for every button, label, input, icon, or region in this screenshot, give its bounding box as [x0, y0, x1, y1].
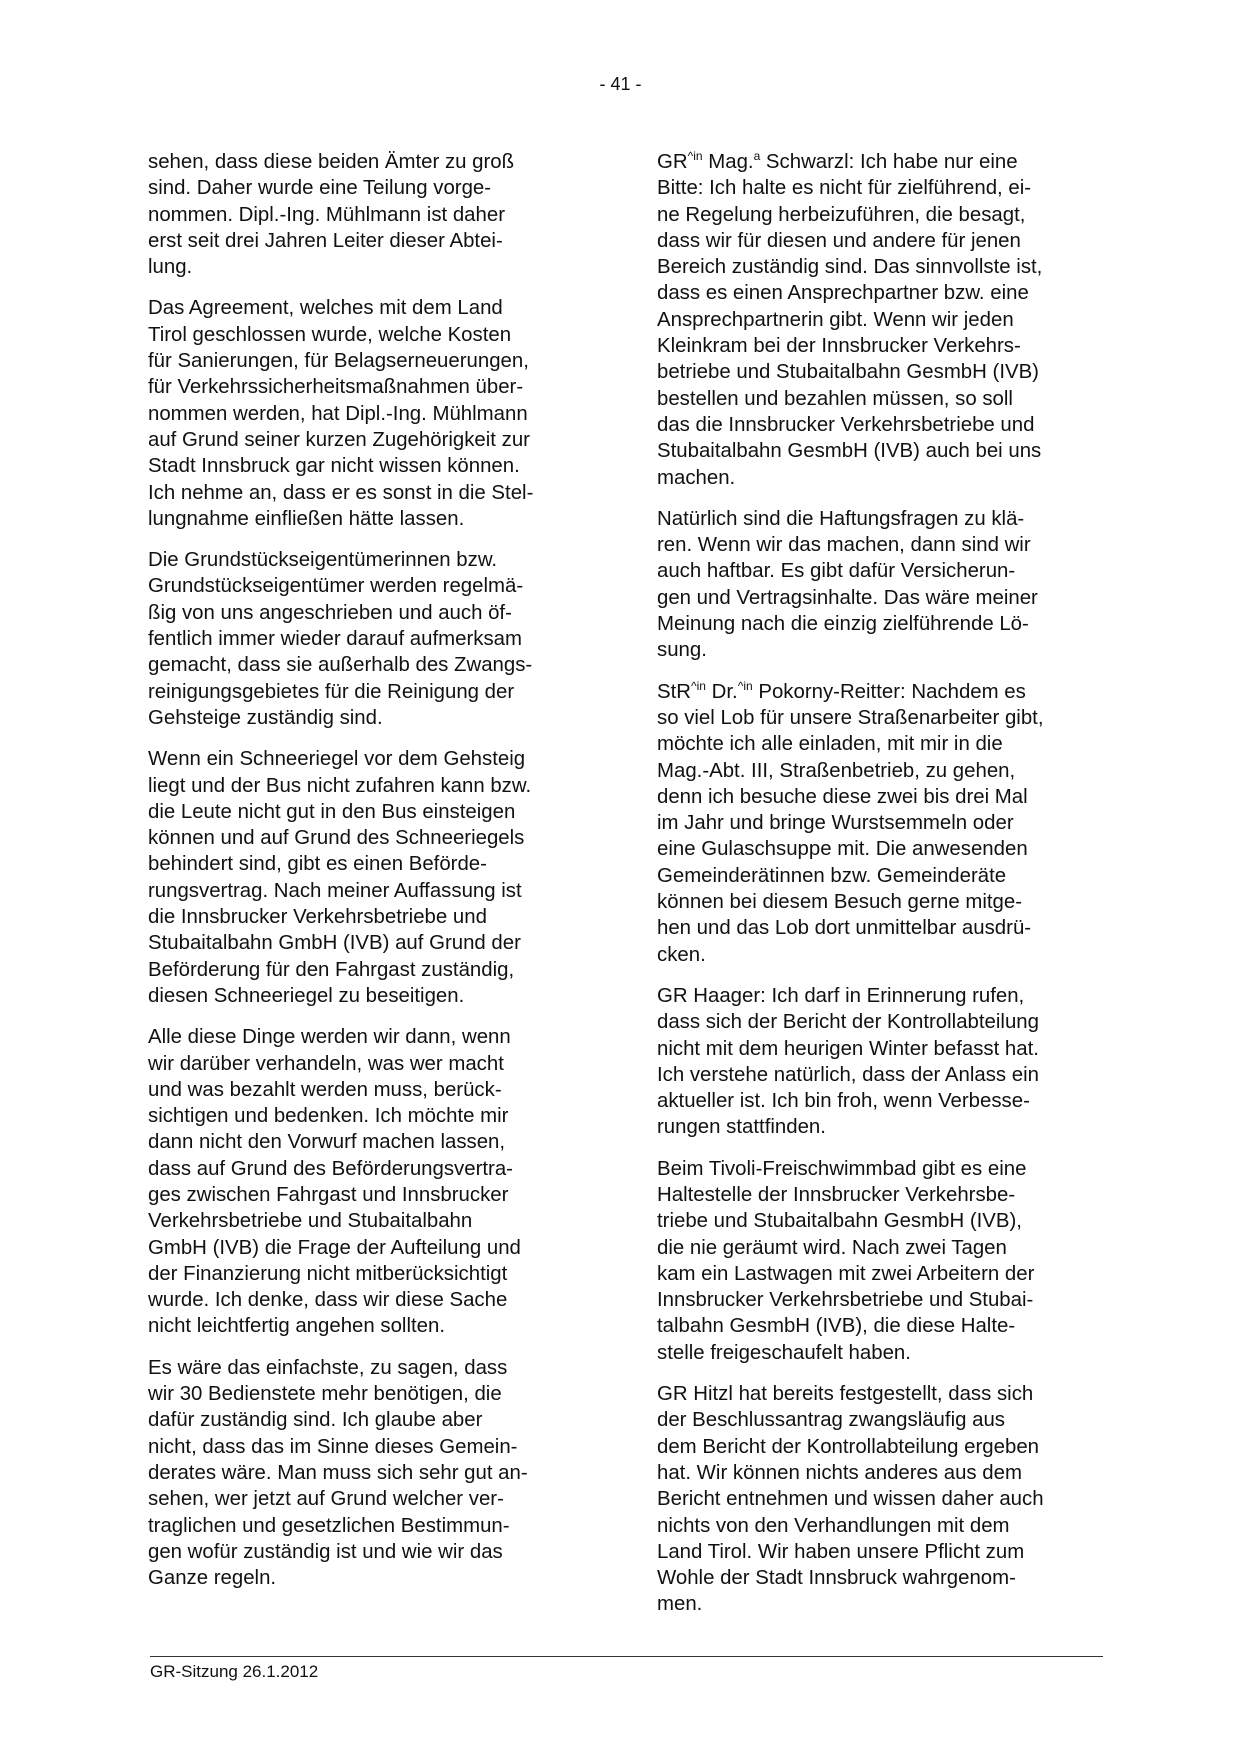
text-line	[657, 1539, 1127, 1565]
text-segment: dass es einen Ansprechpartner bzw. eine	[657, 282, 1029, 305]
text-line	[148, 1539, 618, 1565]
text-segment: Es wäre das einfachste, zu sagen, dass	[148, 1356, 508, 1379]
text-segment: können und auf Grund des Schneeriegels	[148, 827, 525, 850]
text-segment: betriebe und Stubaitalbahn GesmbH (IVB)	[657, 361, 1039, 384]
text-segment: Tirol geschlossen wurde, welche Kosten	[148, 323, 512, 346]
text-segment: nichts von den Verhandlungen mit dem	[657, 1514, 1010, 1537]
text-line	[657, 307, 1127, 333]
text-segment: Natürlich sind die Haftungsfragen zu klä-	[657, 507, 1025, 530]
paragraph	[657, 1156, 1127, 1366]
text-segment: Ich nehme an, dass er es sonst in die Stel-	[148, 481, 534, 504]
text-segment: wir darüber verhandeln, was wer macht	[148, 1052, 504, 1075]
text-line	[148, 825, 618, 851]
text-line	[148, 600, 618, 626]
text-line	[148, 1077, 618, 1103]
text-segment: Bereich zuständig sind. Das sinnvollste ist,	[657, 256, 1043, 279]
text-line	[657, 359, 1127, 385]
text-line	[148, 202, 618, 228]
text-line	[657, 412, 1127, 438]
text-line	[657, 1114, 1127, 1140]
text-segment: kam ein Lastwagen mit zwei Arbeitern der	[657, 1262, 1035, 1285]
text-segment: die Innsbrucker Verkehrsbetriebe und	[148, 906, 487, 929]
text-segment: erst seit drei Jahren Leiter dieser Abtei-	[148, 229, 503, 252]
text-segment: men.	[657, 1593, 703, 1616]
text-segment: wir 30 Bedienstete mehr benötigen, die	[148, 1383, 502, 1406]
text-line	[148, 547, 618, 573]
text-line	[657, 705, 1127, 731]
text-line	[148, 773, 618, 799]
text-segment: Kleinkram bei der Innsbrucker Verkehrs-	[657, 335, 1021, 358]
text-segment: Stubaitalbahn GesmbH (IVB) auch bei uns	[657, 440, 1042, 463]
text-line	[148, 149, 618, 175]
text-segment: Ganze regeln.	[148, 1567, 277, 1590]
text-line	[148, 1051, 618, 1077]
text-segment: Dr.	[705, 680, 738, 703]
text-line	[657, 228, 1127, 254]
text-segment: die nie geräumt wird. Nach zwei Tagen	[657, 1236, 1007, 1259]
text-line	[657, 915, 1127, 941]
text-segment: Grundstückseigentümer werden regelmä-	[148, 575, 524, 598]
text-line	[657, 942, 1127, 968]
text-segment: GmbH (IVB) die Frage der Aufteilung und	[148, 1236, 521, 1259]
text-line	[657, 1434, 1127, 1460]
text-segment: dass auf Grund des Beförderungsvertra-	[148, 1157, 513, 1180]
text-line	[657, 1460, 1127, 1486]
text-line	[657, 1381, 1127, 1407]
text-line	[148, 1486, 618, 1512]
text-line	[657, 679, 1127, 705]
text-segment: möchte ich alle einladen, mit mir in die	[657, 733, 1003, 756]
text-segment: für Verkehrssicherheitsmaßnahmen über-	[148, 376, 524, 399]
text-segment: Beim Tivoli-Freischwimmbad gibt es eine	[657, 1157, 1027, 1180]
text-line	[148, 228, 618, 254]
text-line	[657, 1235, 1127, 1261]
text-line	[657, 611, 1127, 637]
text-segment: können bei diesem Besuch gerne mitge-	[657, 891, 1022, 914]
text-segment: nommen. Dipl.-Ing. Mühlmann ist daher	[148, 203, 505, 226]
text-segment: nicht mit dem heurigen Winter befasst hat.	[657, 1037, 1039, 1060]
text-segment: gemacht, dass sie außerhalb des Zwangs-	[148, 654, 533, 677]
text-segment: Gehsteige zuständig sind.	[148, 706, 383, 729]
text-line	[657, 810, 1127, 836]
text-segment: Stubaitalbahn GmbH (IVB) auf Grund der	[148, 932, 521, 955]
text-line	[148, 983, 618, 1009]
text-line	[148, 652, 618, 678]
text-segment: gen wofür zuständig ist und wie wir das	[148, 1540, 503, 1563]
text-line	[148, 348, 618, 374]
text-segment: Die Grundstückseigentümerinnen bzw.	[148, 549, 498, 572]
text-line	[657, 149, 1127, 175]
text-line	[148, 1103, 618, 1129]
text-segment: auch haftbar. Es gibt dafür Versicherun-	[657, 560, 1016, 583]
text-line	[657, 983, 1127, 1009]
text-line	[148, 480, 618, 506]
text-line	[657, 254, 1127, 280]
text-segment: Ich verstehe natürlich, dass der Anlass ein	[657, 1063, 1039, 1086]
text-line	[148, 957, 618, 983]
text-line	[148, 1381, 618, 1407]
text-segment: ren. Wenn wir das machen, dann sind wir	[657, 534, 1031, 557]
text-line	[657, 1088, 1127, 1114]
text-segment: Bericht entnehmen und wissen daher auch	[657, 1488, 1044, 1511]
text-segment: Meinung nach die einzig zielführende Lö-	[657, 613, 1029, 636]
text-segment: StR	[657, 680, 691, 703]
paragraph	[148, 1024, 618, 1340]
text-line	[657, 1407, 1127, 1433]
superscript: a	[753, 149, 761, 163]
text-line	[657, 1208, 1127, 1234]
text-line	[657, 386, 1127, 412]
text-segment: talbahn GesmbH (IVB), die diese Halte-	[657, 1315, 1016, 1338]
superscript: ^in	[687, 149, 703, 163]
text-line	[657, 863, 1127, 889]
superscript: ^in	[691, 678, 706, 693]
text-line	[657, 333, 1127, 359]
text-line	[148, 573, 618, 599]
paragraph	[148, 547, 618, 731]
text-segment: Wenn ein Schneeriegel vor dem Gehsteig	[148, 748, 526, 771]
text-line	[148, 626, 618, 652]
text-line	[657, 1513, 1127, 1539]
text-line	[148, 1407, 618, 1433]
text-segment: nicht, dass das im Sinne dieses Gemein-	[148, 1435, 518, 1458]
text-line	[657, 1182, 1127, 1208]
text-line	[657, 1036, 1127, 1062]
text-line	[148, 930, 618, 956]
text-segment: die Leute nicht gut in den Bus einsteigen	[148, 800, 516, 823]
text-segment: Haltestelle der Innsbrucker Verkehrsbe-	[657, 1183, 1016, 1206]
text-segment: so viel Lob für unsere Straßenarbeiter gibt,	[657, 706, 1044, 729]
footer-text: GR-Sitzung 26.1.2012	[150, 1662, 319, 1681]
text-line	[148, 1156, 618, 1182]
text-line	[148, 746, 618, 772]
text-segment: denn ich besuche diese zwei bis drei Mal	[657, 785, 1028, 808]
text-line	[657, 731, 1127, 757]
text-line	[657, 585, 1127, 611]
text-line	[148, 1460, 618, 1486]
text-line	[148, 799, 618, 825]
text-line	[148, 401, 618, 427]
text-segment: sehen, dass diese beiden Ämter zu groß	[148, 151, 515, 173]
text-segment: nicht leichtfertig angehen sollten.	[148, 1315, 445, 1338]
paragraph	[657, 983, 1127, 1141]
text-segment: sehen, wer jetzt auf Grund welcher ver-	[148, 1488, 504, 1511]
text-segment: liegt und der Bus nicht zufahren kann bzw.	[148, 774, 532, 797]
text-line	[148, 1434, 618, 1460]
paragraph	[148, 149, 618, 280]
text-line	[657, 1565, 1127, 1591]
text-segment: behindert sind, gibt es einen Beförde-	[148, 853, 487, 876]
text-line	[657, 558, 1127, 584]
text-segment: sind. Daher wurde eine Teilung vorge-	[148, 177, 492, 200]
text-segment: bestellen und bezahlen müssen, so soll	[657, 387, 1013, 410]
text-segment: lung.	[148, 256, 193, 279]
text-line	[148, 453, 618, 479]
text-line	[148, 705, 618, 731]
text-segment: Mag.-Abt. III, Straßenbetrieb, zu gehen,	[657, 759, 1016, 782]
text-segment: das die Innsbrucker Verkehrsbetriebe und	[657, 413, 1035, 436]
paragraph	[657, 506, 1127, 664]
text-segment: traglichen und gesetzlichen Bestimmun-	[148, 1514, 510, 1537]
text-line	[148, 1208, 618, 1234]
text-segment: dem Bericht der Kontrollabteilung ergeben	[657, 1435, 1039, 1458]
text-segment: Alle diese Dinge werden wir dann, wenn	[148, 1026, 511, 1049]
text-segment: im Jahr und bringe Wurstsemmeln oder	[657, 812, 1014, 835]
text-line	[148, 1182, 618, 1208]
text-segment: aktueller ist. Ich bin froh, wenn Verbesse-	[657, 1090, 1030, 1113]
text-segment: dann nicht den Vorwurf machen lassen,	[148, 1131, 506, 1154]
text-segment: ne Regelung herbeizuführen, die besagt,	[657, 203, 1026, 226]
text-segment: Stadt Innsbruck gar nicht wissen können.	[148, 455, 520, 478]
text-segment: cken.	[657, 943, 706, 966]
text-segment: Land Tirol. Wir haben unsere Pflicht zum	[657, 1540, 1025, 1563]
text-segment: Innsbrucker Verkehrsbetriebe und Stubai-	[657, 1289, 1034, 1312]
text-segment: triebe und Stubaitalbahn GesmbH (IVB),	[657, 1210, 1022, 1233]
text-segment: Gemeinderätinnen bzw. Gemeinderäte	[657, 864, 1007, 887]
text-segment: eine Gulaschsuppe mit. Die anwesenden	[657, 838, 1028, 861]
text-segment: sichtigen und bedenken. Ich möchte mir	[148, 1105, 509, 1128]
text-segment: Wohle der Stadt Innsbruck wahrgenom-	[657, 1567, 1016, 1590]
text-line	[657, 889, 1127, 915]
paragraph	[148, 295, 618, 532]
text-segment: stelle freigeschaufelt haben.	[657, 1341, 911, 1364]
right-column	[657, 149, 1127, 1633]
text-line	[657, 1591, 1127, 1617]
text-line	[148, 254, 618, 280]
text-line	[657, 758, 1127, 784]
paragraph	[657, 679, 1127, 968]
text-segment: wurde. Ich denke, dass wir diese Sache	[148, 1289, 508, 1312]
paragraph	[148, 746, 618, 1009]
text-line	[148, 1287, 618, 1313]
text-segment: dass sich der Bericht der Kontrollabteilung	[657, 1011, 1039, 1034]
text-segment: GR Hitzl hat bereits festgestellt, dass sich	[657, 1383, 1034, 1406]
text-segment: diesen Schneeriegel zu beseitigen.	[148, 984, 465, 1007]
text-segment: Beförderung für den Fahrgast zuständig,	[148, 958, 515, 981]
text-segment: GR Haager: Ich darf in Erinnerung rufen,	[657, 984, 1025, 1007]
text-segment: dass wir für diesen und andere für jenen	[657, 229, 1021, 252]
text-segment: Schwarzl: Ich habe nur eine	[760, 151, 1018, 173]
text-line	[148, 295, 618, 321]
text-line	[657, 1486, 1127, 1512]
text-segment: rungen stattfinden.	[657, 1116, 826, 1139]
text-line	[148, 1313, 618, 1339]
paragraph	[657, 1381, 1127, 1618]
text-segment: gen und Vertragsinhalte. Das wäre meiner	[657, 586, 1038, 609]
text-line	[657, 1156, 1127, 1182]
text-segment: Verkehrsbetriebe und Stubaitalbahn	[148, 1210, 473, 1233]
text-line	[657, 438, 1127, 464]
text-segment: GR	[657, 151, 688, 173]
text-line	[148, 1024, 618, 1050]
text-line	[148, 679, 618, 705]
text-line	[657, 280, 1127, 306]
text-line	[657, 637, 1127, 663]
text-segment: der Finanzierung nicht mitberücksichtigt	[148, 1262, 508, 1285]
footer-divider	[150, 1656, 1103, 1657]
text-segment: Pokorny-Reitter: Nachdem es	[752, 680, 1026, 703]
text-line	[657, 532, 1127, 558]
text-line	[657, 784, 1127, 810]
text-line	[148, 1235, 618, 1261]
text-segment: und was bezahlt werden muss, berück-	[148, 1078, 502, 1101]
text-segment: sung.	[657, 639, 707, 662]
text-line	[657, 1009, 1127, 1035]
left-column	[148, 149, 618, 1606]
text-line	[148, 904, 618, 930]
text-line	[148, 322, 618, 348]
text-segment: Mag.	[702, 151, 754, 173]
text-line	[657, 1062, 1127, 1088]
text-line	[148, 878, 618, 904]
text-line	[148, 1129, 618, 1155]
text-segment: der Beschlussantrag zwangsläufig aus	[657, 1409, 1005, 1432]
text-segment: Ansprechpartnerin gibt. Wenn wir jeden	[657, 308, 1014, 331]
text-line	[148, 1261, 618, 1287]
text-line	[657, 465, 1127, 491]
text-segment: reinigungsgebietes für die Reinigung der	[148, 680, 515, 703]
text-line	[657, 1287, 1127, 1313]
text-line	[657, 175, 1127, 201]
text-line	[657, 1313, 1127, 1339]
text-segment: hat. Wir können nichts anderes aus dem	[657, 1461, 1022, 1484]
text-segment: derates wäre. Man muss sich sehr gut an-	[148, 1461, 528, 1484]
text-line	[148, 851, 618, 877]
text-line	[657, 836, 1127, 862]
text-line	[148, 1355, 618, 1381]
text-line	[148, 175, 618, 201]
text-segment: für Sanierungen, für Belagserneuerungen,	[148, 350, 529, 373]
text-line	[657, 1340, 1127, 1366]
text-segment: dafür zuständig sind. Ich glaube aber	[148, 1409, 483, 1432]
text-segment: nommen werden, hat Dipl.-Ing. Mühlmann	[148, 402, 528, 425]
text-line	[148, 506, 618, 532]
text-segment: auf Grund seiner kurzen Zugehörigkeit zur	[148, 428, 530, 451]
text-segment: Bitte: Ich halte es nicht für zielführend, ei-	[657, 177, 1032, 200]
text-segment: rungsvertrag. Nach meiner Auffassung ist	[148, 879, 522, 902]
text-segment: ßig von uns angeschrieben und auch öf-	[148, 601, 512, 624]
text-segment: Das Agreement, welches mit dem Land	[148, 297, 503, 320]
text-line	[657, 506, 1127, 532]
text-line	[657, 1261, 1127, 1287]
superscript: ^in	[737, 678, 753, 693]
text-segment: ges zwischen Fahrgast und Innsbrucker	[148, 1183, 509, 1206]
text-line	[148, 374, 618, 400]
text-segment: fentlich immer wieder darauf aufmerksam	[148, 628, 522, 651]
text-line	[657, 202, 1127, 228]
text-line	[148, 1565, 618, 1591]
text-segment: hen und das Lob dort unmittelbar ausdrü-	[657, 917, 1032, 940]
page-number: - 41 -	[599, 74, 642, 94]
paragraph	[657, 149, 1127, 491]
text-segment: lungnahme einfließen hätte lassen.	[148, 507, 465, 530]
text-segment: machen.	[657, 466, 736, 489]
paragraph	[148, 1355, 618, 1592]
text-line	[148, 1513, 618, 1539]
text-line	[148, 427, 618, 453]
